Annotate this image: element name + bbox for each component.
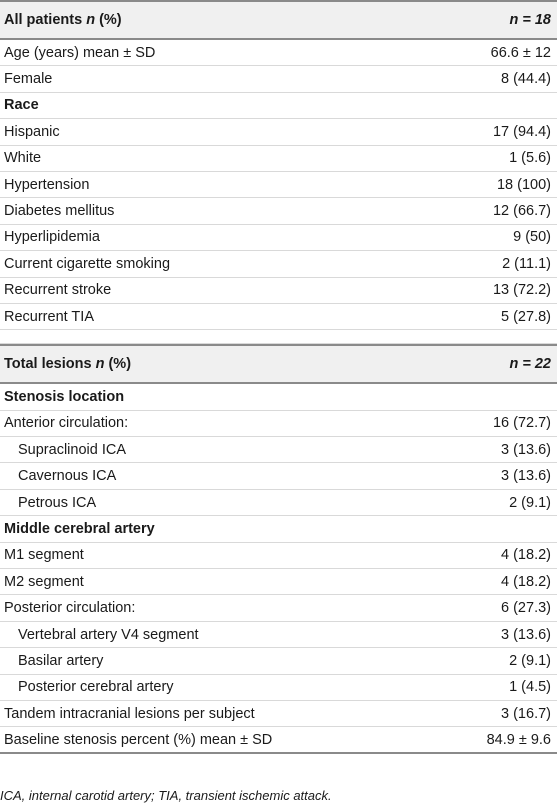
row-label: Posterior cerebral artery bbox=[18, 679, 174, 696]
row-label: Middle cerebral artery bbox=[4, 520, 155, 537]
row-label: Vertebral artery V4 segment bbox=[18, 626, 199, 643]
table-row bbox=[0, 172, 557, 198]
table-row bbox=[0, 66, 557, 92]
table-row bbox=[0, 146, 557, 172]
row-label: Tandem intracranial lesions per subject bbox=[4, 705, 255, 722]
table-row bbox=[0, 437, 557, 463]
row-value: 6 (27.3) bbox=[501, 600, 551, 617]
row-label: Posterior circulation: bbox=[4, 600, 136, 617]
row-value: 9 (50) bbox=[513, 229, 551, 246]
spacer bbox=[0, 330, 557, 344]
table-header-patients bbox=[0, 0, 557, 40]
row-label: Stenosis location bbox=[4, 388, 125, 405]
row-label: Diabetes mellitus bbox=[4, 203, 115, 220]
row-label: Current cigarette smoking bbox=[4, 255, 171, 272]
row-value: 17 (94.4) bbox=[492, 123, 551, 140]
table-row bbox=[0, 622, 557, 648]
row-value: 4 (18.2) bbox=[501, 573, 551, 590]
section-heading-row bbox=[0, 384, 557, 410]
table-row bbox=[0, 569, 557, 595]
row-value: 16 (72.7) bbox=[492, 415, 551, 432]
row-label: Female bbox=[4, 71, 53, 88]
row-label: Hispanic bbox=[4, 123, 60, 140]
table-header-lesions bbox=[0, 344, 557, 384]
row-value: 84.9 ± 9.6 bbox=[486, 731, 551, 748]
header-label: Total lesions n (%) bbox=[4, 356, 132, 373]
table-row bbox=[0, 119, 557, 145]
row-value: 4 (18.2) bbox=[501, 547, 551, 564]
section-heading-row bbox=[0, 516, 557, 542]
row-label: Hypertension bbox=[4, 176, 90, 193]
row-label: Supraclinoid ICA bbox=[18, 441, 126, 458]
row-label: Petrous ICA bbox=[18, 494, 97, 511]
row-label: Age (years) mean ± SD bbox=[4, 44, 156, 61]
row-label: Anterior circulation: bbox=[4, 415, 129, 432]
row-label: Basilar artery bbox=[18, 652, 104, 669]
table-row bbox=[0, 675, 557, 701]
row-label: M2 segment bbox=[4, 573, 84, 590]
header-value: n = 22 bbox=[509, 356, 551, 373]
row-value: 12 (66.7) bbox=[492, 203, 551, 220]
table-row bbox=[0, 490, 557, 516]
row-value: 2 (9.1) bbox=[509, 652, 551, 669]
row-value: 3 (13.6) bbox=[501, 441, 551, 458]
table-footnote: ICA, internal carotid artery; TIA, transient ischemic attack. bbox=[0, 788, 332, 803]
row-value: 13 (72.2) bbox=[492, 282, 551, 299]
row-label: Recurrent stroke bbox=[4, 282, 112, 299]
table-row bbox=[0, 304, 557, 330]
table-row bbox=[0, 411, 557, 437]
row-value: 1 (5.6) bbox=[509, 150, 551, 167]
row-label: Cavernous ICA bbox=[18, 468, 117, 485]
row-value: 18 (100) bbox=[496, 176, 551, 193]
table-row bbox=[0, 463, 557, 489]
row-label: M1 segment bbox=[4, 547, 84, 564]
table-row bbox=[0, 543, 557, 569]
row-value: 66.6 ± 12 bbox=[490, 44, 551, 61]
lesion-rows bbox=[0, 384, 557, 753]
patient-rows bbox=[0, 40, 557, 330]
row-value: 2 (11.1) bbox=[502, 255, 551, 272]
row-value: 8 (44.4) bbox=[501, 71, 551, 88]
table-row bbox=[0, 595, 557, 621]
row-value: 3 (13.6) bbox=[501, 468, 551, 485]
table-row bbox=[0, 727, 557, 753]
row-label: Baseline stenosis percent (%) mean ± SD bbox=[4, 731, 273, 748]
row-label: Recurrent TIA bbox=[4, 308, 94, 325]
table-row bbox=[0, 278, 557, 304]
row-value: 2 (9.1) bbox=[509, 494, 551, 511]
header-value: n = 18 bbox=[509, 12, 551, 28]
table-row bbox=[0, 251, 557, 277]
row-label: Race bbox=[4, 97, 39, 114]
table-row bbox=[0, 648, 557, 674]
row-label: Hyperlipidemia bbox=[4, 229, 100, 246]
table-row bbox=[0, 701, 557, 727]
table-row bbox=[0, 225, 557, 251]
row-value: 5 (27.8) bbox=[501, 308, 551, 325]
row-label: White bbox=[4, 150, 42, 167]
section-heading-row bbox=[0, 93, 557, 119]
row-value: 1 (4.5) bbox=[509, 679, 551, 696]
row-value: 3 (16.7) bbox=[501, 705, 551, 722]
header-label: All patients n (%) bbox=[4, 12, 122, 28]
table-row bbox=[0, 198, 557, 224]
table-row bbox=[0, 40, 557, 66]
row-value: 3 (13.6) bbox=[501, 626, 551, 643]
